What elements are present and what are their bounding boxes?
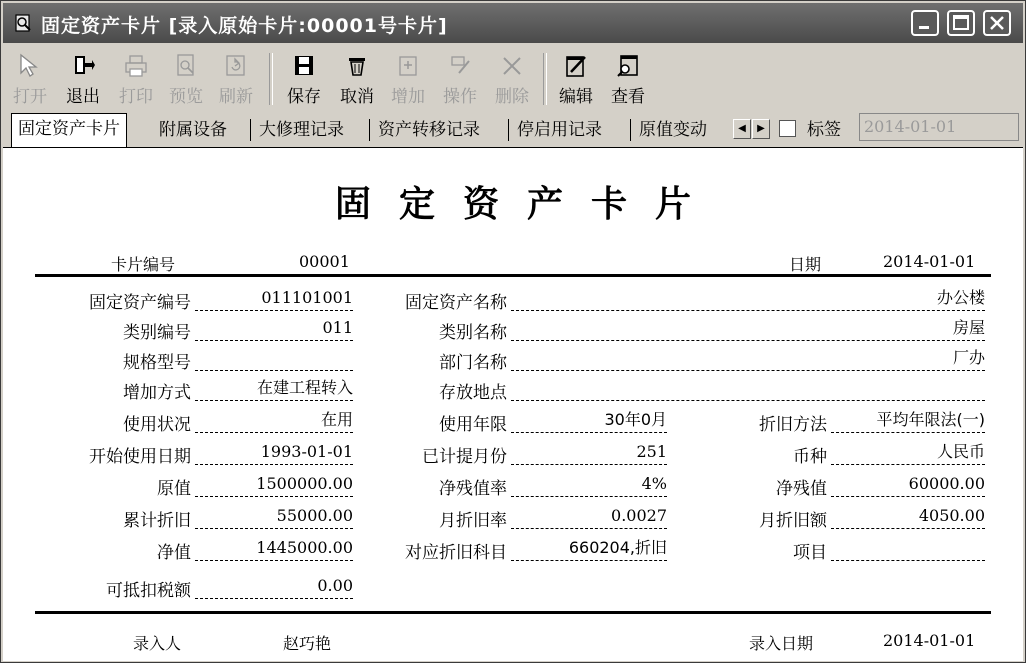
monthly-rate-label: 月折旧率 — [439, 511, 507, 531]
residual-rate-label: 净残值率 — [439, 479, 507, 499]
minimize-button[interactable] — [911, 10, 939, 36]
asset-name-label: 固定资产名称 — [405, 293, 507, 313]
open-button[interactable] — [5, 51, 55, 109]
start-date-field[interactable]: 1993-01-01 — [195, 440, 353, 465]
tab-stop-start-records[interactable]: 停启用记录 — [517, 120, 602, 140]
preview-button[interactable] — [161, 51, 211, 109]
arrow-right-icon: ▶ — [757, 123, 765, 134]
tab-scroll-right-button[interactable] — [752, 119, 770, 139]
maximize-button[interactable] — [947, 10, 975, 36]
tab-divider — [250, 119, 251, 141]
asset-code-label: 固定资产编号 — [89, 293, 191, 313]
window-title: 固定资产卡片 [录入原始卡片:00001号卡片] — [41, 15, 448, 37]
view-magnifier-icon — [615, 53, 641, 79]
minimize-icon — [917, 15, 933, 31]
card-title: 固定资产卡片 — [334, 183, 719, 225]
tag-checkbox-label: 标签 — [807, 120, 841, 140]
tab-attached-equipment[interactable]: 附属设备 — [159, 120, 227, 140]
operate-label: 操作 — [443, 87, 477, 107]
dep-method-label: 折旧方法 — [759, 415, 827, 435]
dept-label: 部门名称 — [439, 353, 507, 373]
exit-door-icon — [70, 53, 96, 79]
tab-original-value-changes[interactable]: 原值变动 — [639, 120, 707, 140]
title-bar — [3, 3, 1023, 43]
dep-subject-field[interactable]: 660204,折旧 — [511, 536, 667, 561]
printer-icon — [123, 53, 149, 79]
arrow-left-icon: ◀ — [738, 123, 746, 134]
currency-label: 币种 — [793, 447, 827, 467]
net-value-label: 净值 — [157, 543, 191, 563]
tab-divider — [508, 119, 509, 141]
residual-rate-field[interactable]: 4% — [511, 472, 667, 497]
preview-icon — [173, 53, 199, 79]
date-value: 2014-01-01 — [883, 252, 976, 271]
start-date-label: 开始使用日期 — [89, 447, 191, 467]
floppy-disk-icon — [291, 53, 317, 79]
toolbar-separator — [269, 53, 273, 105]
category-name-field[interactable]: 房屋 — [511, 316, 985, 341]
currency-field[interactable]: 人民币 — [831, 440, 985, 465]
item-field[interactable] — [831, 536, 985, 561]
item-label: 项目 — [793, 543, 827, 563]
location-field[interactable] — [511, 376, 985, 401]
refresh-label: 刷新 — [219, 87, 253, 107]
tag-date-field[interactable]: 2014-01-01 — [859, 113, 1019, 141]
open-pointer-icon — [17, 53, 43, 79]
residual-value-label: 净残值 — [776, 479, 827, 499]
spec-label: 规格型号 — [123, 353, 191, 373]
tab-fixed-asset-card[interactable]: 固定资产卡片 — [11, 113, 127, 147]
maximize-icon — [953, 15, 969, 31]
view-label: 查看 — [611, 87, 645, 107]
location-label: 存放地点 — [439, 383, 507, 403]
app-icon — [13, 13, 33, 33]
close-icon — [989, 15, 1005, 31]
view-button[interactable] — [603, 51, 653, 109]
card-no-label: 卡片编号 — [111, 255, 176, 274]
original-value-field[interactable]: 1500000.00 — [195, 472, 353, 497]
category-code-label: 类别编号 — [123, 323, 191, 343]
exit-label: 退出 — [66, 87, 100, 107]
months-field[interactable]: 251 — [511, 440, 667, 465]
tab-scroll-left-button[interactable] — [733, 119, 751, 139]
accumulated-dep-label: 累计折旧 — [123, 511, 191, 531]
spec-field[interactable] — [195, 346, 353, 371]
entry-date-value: 2014-01-01 — [883, 631, 976, 650]
deductible-tax-field[interactable]: 0.00 — [195, 574, 353, 599]
entered-by-value: 赵巧艳 — [283, 634, 332, 653]
tab-divider — [630, 119, 631, 141]
add-method-field[interactable]: 在建工程转入 — [195, 376, 353, 401]
status-label: 使用状况 — [123, 415, 191, 435]
tab-asset-transfer-records[interactable]: 资产转移记录 — [378, 120, 480, 140]
life-field[interactable]: 30年0月 — [511, 408, 667, 433]
asset-name-field[interactable]: 办公楼 — [511, 286, 985, 311]
add-button[interactable] — [383, 51, 433, 109]
operate-icon — [447, 53, 473, 79]
open-label: 打开 — [13, 87, 47, 107]
dep-subject-label: 对应折旧科目 — [405, 543, 507, 563]
add-method-label: 增加方式 — [123, 383, 191, 403]
category-name-label: 类别名称 — [439, 323, 507, 343]
tab-major-repair-records[interactable]: 大修理记录 — [259, 120, 344, 140]
trash-can-icon — [344, 53, 370, 79]
print-button[interactable] — [111, 51, 161, 109]
original-value-label: 原值 — [157, 479, 191, 499]
life-label: 使用年限 — [439, 415, 507, 435]
save-button[interactable] — [279, 51, 329, 109]
add-label: 增加 — [391, 87, 425, 107]
refresh-button[interactable] — [211, 51, 261, 109]
asset-code-field[interactable]: 011101001 — [195, 286, 353, 311]
monthly-amount-field[interactable]: 4050.00 — [831, 504, 985, 529]
refresh-icon — [223, 53, 249, 79]
preview-label: 预览 — [169, 87, 203, 107]
delete-x-icon — [499, 53, 525, 79]
bottom-divider — [35, 611, 991, 614]
category-code-field[interactable]: 011 — [195, 316, 353, 341]
card-no-value: 00001 — [299, 252, 350, 271]
monthly-amount-label: 月折旧额 — [759, 511, 827, 531]
net-value-field[interactable]: 1445000.00 — [195, 536, 353, 561]
print-label: 打印 — [119, 87, 153, 107]
card-panel — [3, 147, 1023, 661]
toolbar — [3, 47, 1023, 113]
residual-value-field[interactable]: 60000.00 — [831, 472, 985, 497]
edit-label: 编辑 — [559, 87, 593, 107]
dept-field[interactable]: 厂办 — [511, 346, 985, 371]
toolbar-separator — [543, 53, 547, 105]
entered-by-label: 录入人 — [133, 634, 182, 653]
date-label: 日期 — [789, 255, 822, 274]
accumulated-dep-field[interactable]: 55000.00 — [195, 504, 353, 529]
save-label: 保存 — [287, 87, 321, 107]
operate-button[interactable] — [435, 51, 485, 109]
top-divider — [35, 274, 991, 277]
entry-date-label: 录入日期 — [749, 634, 814, 653]
cancel-button[interactable] — [332, 51, 382, 109]
edit-pencil-icon — [563, 53, 589, 79]
deductible-tax-label: 可抵扣税额 — [106, 581, 191, 601]
delete-button[interactable] — [487, 51, 537, 109]
add-icon — [395, 53, 421, 79]
delete-label: 删除 — [495, 87, 529, 107]
tab-divider — [369, 119, 370, 141]
status-field[interactable]: 在用 — [195, 408, 353, 433]
dep-method-field[interactable]: 平均年限法(一) — [831, 408, 985, 433]
monthly-rate-field[interactable]: 0.0027 — [511, 504, 667, 529]
edit-button[interactable] — [551, 51, 601, 109]
exit-button[interactable] — [58, 51, 108, 109]
cancel-label: 取消 — [340, 87, 374, 107]
tag-checkbox[interactable] — [779, 120, 796, 137]
close-button[interactable] — [983, 10, 1011, 36]
months-label: 已计提月份 — [422, 447, 507, 467]
